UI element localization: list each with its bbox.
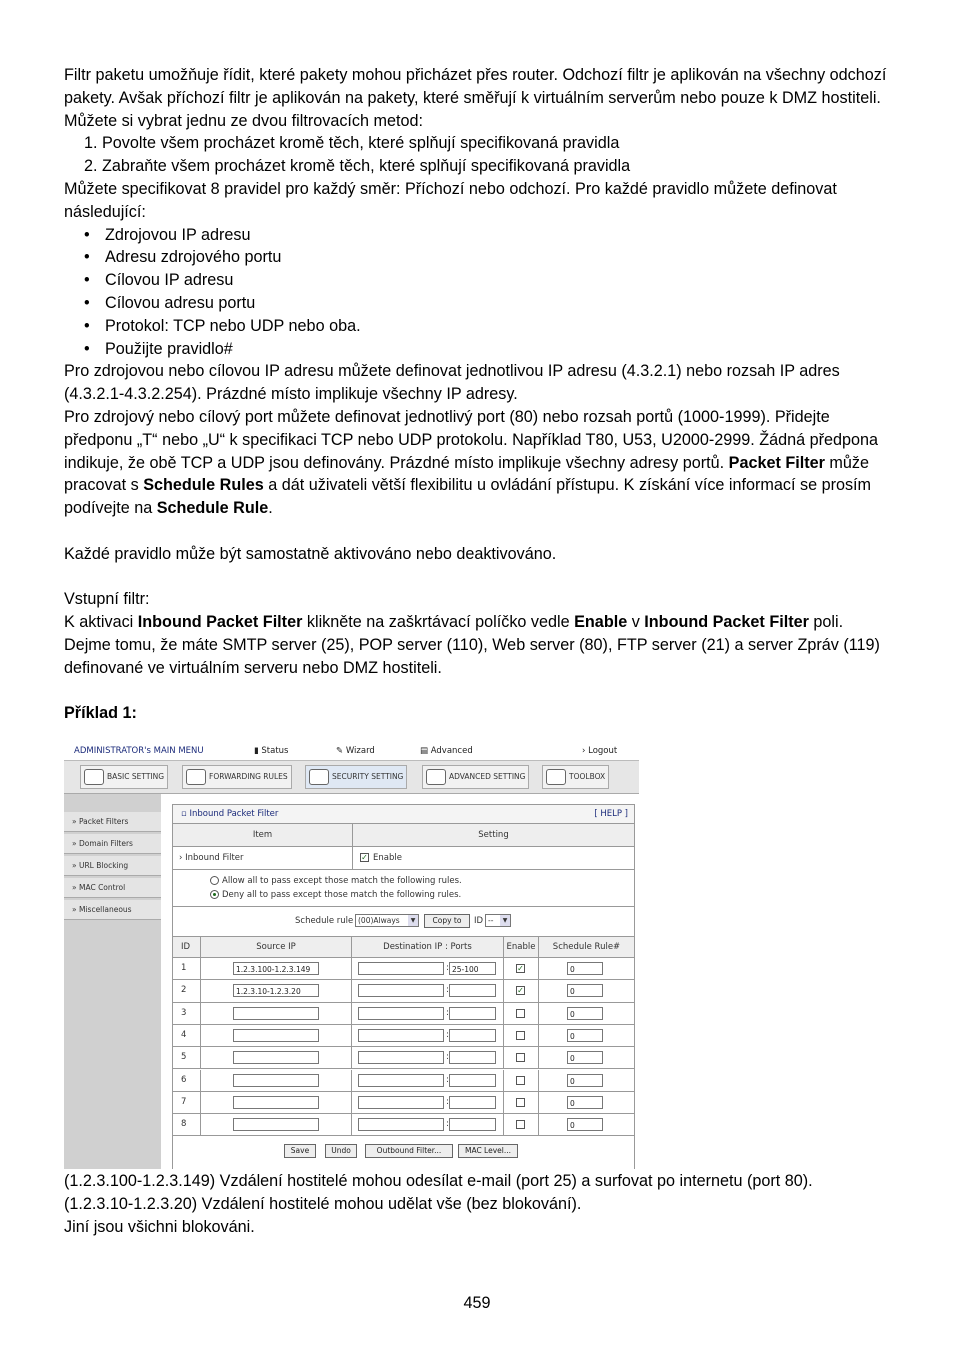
basic-setting-icon (84, 769, 104, 785)
bullet-item: • Cílovou adresu portu (84, 293, 256, 312)
inbound-filter-panel (172, 804, 635, 1169)
destination-ip-input[interactable] (358, 1118, 444, 1131)
filter-methods-list (64, 132, 894, 178)
undo-button[interactable]: Undo (325, 1144, 357, 1158)
forwarding-icon (186, 769, 206, 785)
servers-paragraph: Dejme tomu, že máte SMTP server (25), POP server (110), Web server (80), FTP server (21) a server Zpráv (119) definované ve virtuálním serveru nebo DMZ hostiteli. (64, 635, 880, 677)
sidebar (64, 794, 161, 1169)
schedule-cell (539, 1025, 634, 1046)
schedule-rule-input[interactable]: 0 (567, 1118, 603, 1131)
wizard-link[interactable]: ✎ Wizard (336, 746, 375, 756)
port-separator: : (446, 1119, 449, 1130)
rule-enable-checkbox[interactable]: ✓ (517, 986, 524, 996)
rule-enable-checkbox[interactable] (516, 1120, 525, 1129)
rule-id: 8 (173, 1114, 201, 1135)
port-input[interactable]: 25-100 (449, 962, 496, 975)
schedule-rule-input[interactable]: 0 (567, 1074, 603, 1087)
source-ip-input[interactable] (233, 1051, 319, 1064)
rule-id: 6 (173, 1070, 201, 1091)
source-ip-cell (201, 980, 352, 1001)
schedule-cell (539, 1047, 634, 1068)
id-select[interactable]: -- ▼ (485, 914, 511, 927)
th-source-ip: Source IP (201, 937, 352, 957)
destination-ip-input[interactable] (358, 1074, 444, 1087)
main-menu-link[interactable]: ADMINISTRATOR's MAIN MENU (74, 746, 204, 756)
allow-radio[interactable] (210, 876, 219, 885)
rule-enable-checkbox[interactable]: ✓ (517, 964, 524, 973)
destination-cell (352, 1114, 504, 1135)
chevron-down-icon: ▼ (408, 915, 418, 926)
port-paragraph: Pro zdrojový nebo cílový port můžete definovat jednotlivý port (80) nebo rozsah portů (1000-1999). Přidejte předponu „T“ nebo „U“ k specifikaci TCP nebo UDP protokolu. Například T80, U53, U2000-2999. Žádná předpona indikuje, že obě TCP a UDP jsou definovány. Prázdné místo implikuje všechny adresy portů. Packet Filter může pracovat s Schedule Rules a dát uživateli větší flexibilitu u ovládání přístupu. K získání více informací se prosím podívejte na Schedule Rule. (64, 407, 879, 518)
th-schedule-rule: Schedule Rule# (552, 942, 621, 952)
table-row (173, 1003, 634, 1025)
tab-advanced-setting[interactable]: ADVANCED SETTING (422, 765, 529, 789)
schedule-rule-input[interactable]: 0 (567, 1007, 603, 1020)
outbound-filter-button[interactable]: Outbound Filter... (365, 1144, 453, 1158)
button-bar (173, 1136, 634, 1169)
source-ip-input[interactable] (233, 1096, 319, 1109)
table-row (173, 1025, 634, 1047)
schedule-rule-input[interactable]: 0 (567, 1029, 603, 1042)
th-id: ID (173, 937, 201, 957)
copy-to-button[interactable]: Copy to (424, 914, 470, 928)
destination-cell (352, 980, 504, 1001)
source-ip-input[interactable] (233, 1118, 319, 1131)
status-link[interactable]: ▮ Status (254, 746, 289, 756)
schedule-cell (539, 958, 634, 979)
port-input[interactable] (449, 984, 496, 997)
ip-paragraph: Pro zdrojovou nebo cílovou IP adresu můžete definovat jednotlivou IP adresu (4.3.2.1) nebo rozsah IP adres (4.3.2.1-4.3.2.254). Prázdné místo implikuje všechny IP adresy. (64, 362, 840, 404)
table-row (173, 1047, 634, 1069)
source-ip-cell (201, 1025, 352, 1046)
source-ip-input[interactable]: 1.2.3.100-1.2.3.149 (233, 962, 319, 975)
chevron-down-icon: ▼ (500, 915, 510, 926)
router-screenshot (64, 744, 639, 1169)
source-ip-cell (201, 1070, 352, 1091)
document-body (64, 64, 894, 725)
intro-paragraph: Filtr paketu umožňuje řídit, které pakety mohou přicházet přes router. Odchozí filtr je aplikován na všechny odchozí pakety. Avšak příchozí filtr je aplikován na pakety, které směřují k virtuálním serverům nebo pouze k DMZ hostiteli. Můžete si vybrat jednu ze dvou filtrovacích metod: (64, 66, 887, 130)
rule-id: 1 (173, 958, 201, 979)
schedule-cell (539, 1092, 634, 1113)
bullet-item: • Zdrojovou IP adresu (84, 225, 251, 244)
destination-cell (352, 1025, 504, 1046)
rule-enable-checkbox[interactable] (516, 1076, 525, 1085)
bullet-item: • Protokol: TCP nebo UDP nebo oba. (84, 316, 361, 335)
security-icon (309, 769, 329, 785)
port-input[interactable] (449, 1074, 496, 1087)
enable-cell (504, 1114, 539, 1135)
inbound-filter-label: › Inbound Filter (173, 847, 353, 869)
port-input[interactable] (449, 1029, 496, 1042)
panel-title: ▫ Inbound Packet Filter (181, 809, 279, 819)
destination-cell (352, 958, 504, 979)
rule-id: 7 (173, 1092, 201, 1113)
source-ip-cell (201, 1047, 352, 1068)
id-label: ID (474, 916, 484, 926)
schedule-rule-input[interactable]: 0 (567, 984, 603, 997)
destination-cell (352, 1047, 504, 1068)
schedule-rule-input[interactable]: 0 (567, 1096, 603, 1109)
rule-enable-checkbox[interactable] (516, 1031, 525, 1040)
activation-paragraph: K aktivaci Inbound Packet Filter klikněte na zaškrtávací políčko vedle Enable v Inbound Packet Filter poli. (64, 613, 844, 632)
inbound-enable-checkbox[interactable]: ✓ (361, 853, 368, 862)
rule-enable-checkbox[interactable] (516, 1009, 525, 1018)
save-button[interactable]: Save (284, 1144, 316, 1158)
rule-id: 2 (173, 980, 201, 1001)
deny-radio[interactable] (210, 890, 219, 899)
destination-cell (352, 1070, 504, 1091)
schedule-select[interactable]: (00)Always ▼ (355, 914, 419, 927)
sidebar-item-miscellaneous[interactable]: » Miscellaneous (64, 900, 161, 920)
enable-cell (504, 1047, 539, 1068)
source-ip-cell (201, 1003, 352, 1024)
port-separator: : (446, 1029, 449, 1040)
col-setting-header: Setting (478, 830, 509, 840)
schedule-rule-input[interactable]: 0 (567, 1051, 603, 1064)
advanced-icon (426, 769, 446, 785)
main-tabs (64, 761, 639, 794)
schedule-cell (539, 1114, 634, 1135)
schedule-rule-input[interactable]: 0 (567, 962, 603, 975)
enable-cell (504, 958, 539, 979)
sidebar-item-domain-filters[interactable]: » Domain Filters (64, 834, 161, 854)
source-ip-input[interactable] (233, 1074, 319, 1087)
page-number: 459 (463, 1294, 491, 1312)
port-separator: : (446, 985, 449, 996)
schedule-cell (539, 1003, 634, 1024)
table-row (173, 1070, 634, 1092)
table-row (173, 1092, 634, 1114)
destination-ip-input[interactable] (358, 984, 444, 997)
rules-table-header (173, 937, 634, 958)
col-item-header: Item (173, 824, 353, 846)
table-row (173, 980, 634, 1002)
schedule-cell (539, 980, 634, 1001)
rule-id: 5 (173, 1047, 201, 1068)
th-destination: Destination IP : Ports (352, 937, 504, 957)
toolbox-icon (546, 769, 566, 785)
allow-label: Allow all to pass except those match the following rules. (222, 876, 462, 886)
enable-cell (504, 1003, 539, 1024)
port-separator: : (446, 1074, 449, 1085)
source-ip-input[interactable] (233, 1007, 319, 1020)
rules-intro-paragraph: Můžete specifikovat 8 pravidel pro každý směr: Příchozí nebo odchozí. Pro každé pravidlo můžete definovat následující: (64, 179, 837, 221)
enable-label: Enable (373, 853, 402, 863)
panel-header (173, 805, 634, 824)
source-ip-input[interactable] (233, 1029, 319, 1042)
schedule-row (173, 907, 634, 937)
destination-ip-input[interactable] (358, 1051, 444, 1064)
schedule-rule-label: Schedule rule (295, 916, 354, 926)
enable-cell (504, 1092, 539, 1113)
each-rule-paragraph: Každé pravidlo může být samostatně aktivováno nebo deaktivováno. (64, 544, 557, 563)
destination-ip-input[interactable] (358, 1096, 444, 1109)
method-item: 2. Zabraňte všem procházet kromě těch, které splňují specifikovaná pravidla (84, 157, 631, 176)
port-separator: : (446, 963, 449, 973)
method-item: 1. Povolte všem procházet kromě těch, které splňují specifikovaná pravidla (84, 134, 620, 153)
th-enable: Enable (504, 937, 539, 957)
filter-method-row (173, 870, 634, 907)
port-separator: : (446, 1096, 449, 1107)
bullet-item: • Použijte pravidlo# (84, 339, 233, 358)
rule-enable-checkbox[interactable] (516, 1053, 525, 1062)
sidebar-item-packet-filters[interactable]: » Packet Filters (64, 812, 161, 832)
enable-cell (504, 980, 539, 1001)
deny-label: Deny all to pass except those match the following rules. (222, 890, 462, 900)
port-input[interactable] (449, 1096, 496, 1109)
destination-cell (352, 1092, 504, 1113)
source-ip-cell (201, 1092, 352, 1113)
rule-fields-list (64, 224, 894, 361)
tab-forwarding-rules[interactable]: FORWARDING RULES (182, 765, 292, 789)
port-separator: : (446, 1007, 449, 1018)
bullet-item: • Adresu zdrojového portu (84, 248, 282, 267)
tab-basic-setting[interactable]: BASIC SETTING (80, 765, 168, 789)
explanation-line: (1.2.3.100-1.2.3.149) Vzdálení hostitelé mohou odesílat e-mail (port 25) a surfovat po internetu (port 80). (64, 1172, 813, 1190)
port-input[interactable] (449, 1118, 496, 1131)
explanation-line: Jiní jsou všichni blokováni. (64, 1217, 255, 1236)
help-link[interactable]: [ HELP ] (594, 809, 628, 819)
schedule-cell (539, 1070, 634, 1091)
source-ip-cell (201, 958, 352, 979)
top-menu-bar (64, 744, 639, 761)
enable-cell (504, 1025, 539, 1046)
source-ip-cell (201, 1114, 352, 1135)
destination-ip-input[interactable] (358, 962, 444, 975)
port-separator: : (446, 1052, 449, 1063)
destination-ip-input[interactable] (358, 1029, 444, 1042)
bullet-item: • Cílovou IP adresu (84, 271, 234, 290)
source-ip-input[interactable]: 1.2.3.10-1.2.3.20 (233, 984, 319, 997)
destination-cell (352, 1003, 504, 1024)
port-input[interactable] (449, 1051, 496, 1064)
example-explanation (64, 1170, 894, 1238)
sidebar-item-url-blocking[interactable]: » URL Blocking (64, 856, 161, 876)
mac-level-button[interactable]: MAC Level... (458, 1144, 518, 1158)
rule-id: 3 (173, 1003, 201, 1024)
destination-ip-input[interactable] (358, 1007, 444, 1020)
explanation-line: (1.2.3.10-1.2.3.20) Vzdálení hostitelé mohou udělat vše (bez blokování). (64, 1194, 582, 1213)
rule-id: 4 (173, 1025, 201, 1046)
table-row (173, 958, 634, 980)
logout-link[interactable]: › Logout (582, 746, 618, 756)
example-title: Příklad 1: (64, 704, 137, 723)
item-setting-header (173, 824, 634, 847)
inbound-filter-row (173, 847, 634, 870)
rule-enable-checkbox[interactable] (516, 1098, 525, 1107)
enable-cell (504, 1070, 539, 1091)
tab-toolbox[interactable]: TOOLBOX (542, 765, 609, 789)
advanced-link[interactable]: ▤ Advanced (420, 746, 473, 756)
inbound-heading: Vstupní filtr: (64, 590, 150, 609)
sidebar-item-mac-control[interactable]: » MAC Control (64, 878, 161, 898)
port-input[interactable] (449, 1007, 496, 1020)
table-row (173, 1114, 634, 1136)
tab-security-setting[interactable]: SECURITY SETTING (305, 765, 407, 789)
